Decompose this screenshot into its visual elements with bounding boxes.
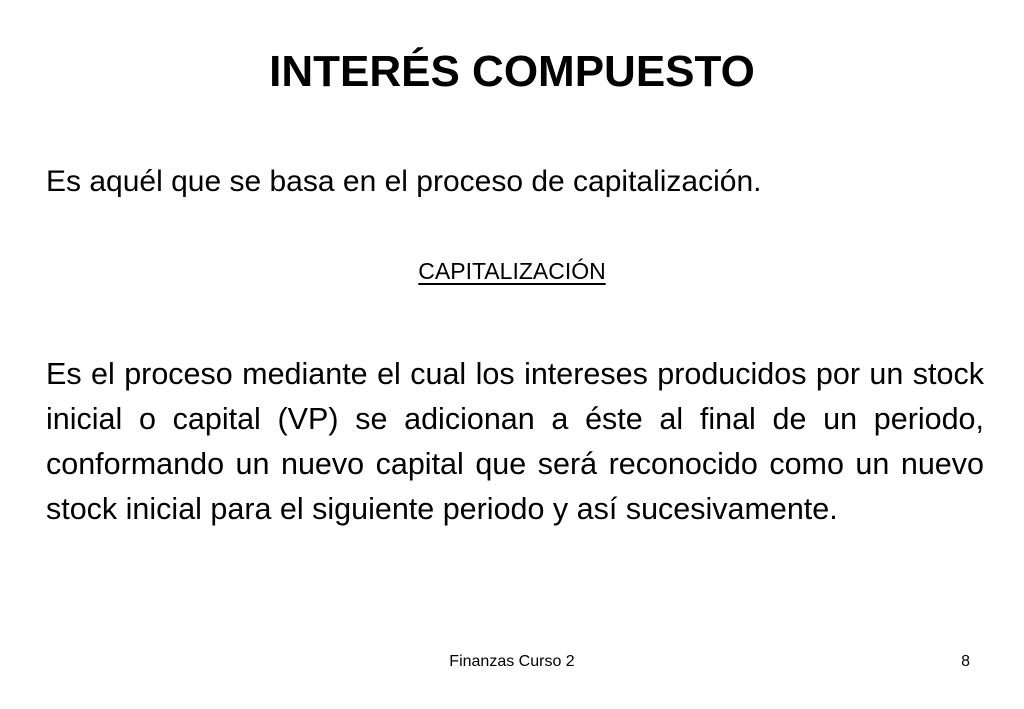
intro-paragraph: Es aquél que se basa en el proceso de capitalización. (46, 165, 762, 198)
section-heading-text: CAPITALIZACIÓN (418, 258, 606, 284)
page-number: 8 (961, 653, 970, 670)
footer-text: Finanzas Curso 2 (449, 653, 575, 670)
body-paragraph: Es el proceso mediante el cual los intereses producidos por un stock inicial o capital (VP) se adicionan a éste al final de un periodo, conformando un nuevo capital que será reconocido como un nuevo stock inicial para el siguiente periodo y así sucesivamente. (46, 357, 984, 526)
section-heading (0, 256, 1024, 286)
slide-title: INTERÉS COMPUESTO (269, 47, 755, 96)
